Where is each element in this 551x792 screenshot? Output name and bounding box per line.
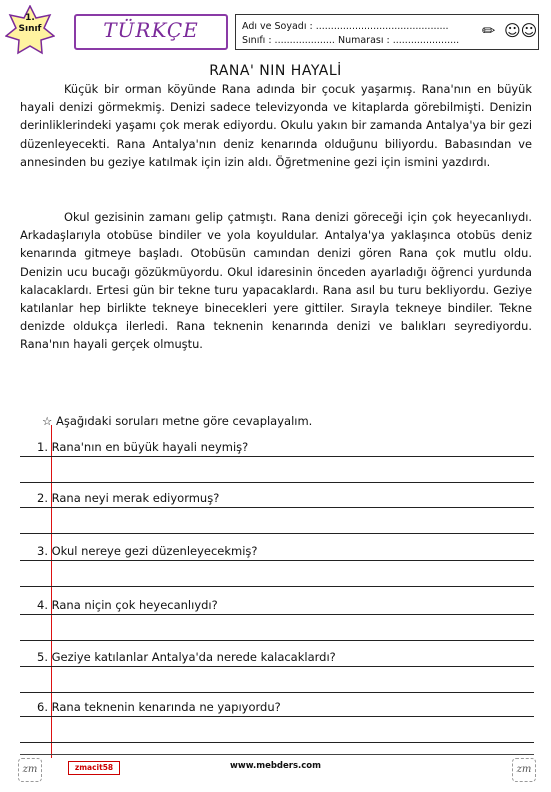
class-number-field[interactable]: Sınıfı : .................... Numarası : ...................... <box>242 35 460 46</box>
paragraph-text: Küçük bir orman köyünde Rana adında bir çocuk yaşarmış. Rana'nın en büyük hayali denizi görmekmiş. Denizi sadece televizyonda ve kitaplarda görebilmişti. Denizin derinliklerindeki yaşamı çok merak ediyordu. Okulu yakın bir zamanda Antalya'ya bir gezi düzenleyecekti. Rana Antalya'nın deniz kenarında olduğunu biliyordu. Babasından ve annesinden bu geziye katılmak için izin aldı. Öğretmenine gezi için ismini yazdırdı. <box>20 82 532 169</box>
story-paragraph-2 <box>20 208 532 354</box>
footer-logo-left: zm <box>18 758 42 782</box>
answer-line[interactable] <box>20 640 534 641</box>
answer-line[interactable] <box>20 482 534 483</box>
question-6: 6. Rana teknenin kenarında ne yapıyordu? <box>37 700 281 714</box>
question-2: 2. Rana neyi merak ediyormuş? <box>37 491 220 505</box>
questions-instruction <box>42 414 312 428</box>
story-title: RANA' NIN HAYALİ <box>209 63 342 79</box>
question-line <box>20 560 534 561</box>
answer-line[interactable] <box>20 586 534 587</box>
question-line <box>20 456 534 457</box>
question-3: 3. Okul nereye gezi düzenleyecekmiş? <box>37 544 258 558</box>
pencil-icon: ✏ <box>482 21 496 40</box>
question-4: 4. Rana niçin çok heyecanlıydı? <box>37 598 218 612</box>
footer-logo-right: zm <box>512 758 536 782</box>
answer-line[interactable] <box>20 692 534 693</box>
subject-title: TÜRKÇE <box>103 18 199 42</box>
children-icon: ☺☺ <box>504 21 538 40</box>
instruction-text: Aşağıdaki soruları metne göre cevaplayalım. <box>55 414 313 428</box>
question-1: 1. Rana'nın en büyük hayali neymiş? <box>37 440 249 454</box>
question-line <box>20 716 534 717</box>
star-icon: ☆ <box>42 414 53 428</box>
question-line <box>20 507 534 508</box>
question-line <box>20 614 534 615</box>
grade-number: 1. <box>25 13 35 23</box>
grade-label <box>5 13 55 35</box>
paragraph-text: Okul gezisinin zamanı gelip çatmıştı. Rana denizi göreceği için çok heyecanlıydı. Arkadaşlarıyla otobüse bindiler ve yola koyuldular. Antalya'ya yaklaşınca otobüs deniz kenarında gitmeye başladı. Otobüsün camından denizi gören Rana çok mutlu oldu. Denizin ucu bucağı gözükmüyordu. Okul idaresinin önceden ayarladığı öğrenci yurdunda kalacaklardı. Ertesi gün bir tekne turu yapacaklardı. Rana asıl bu turu bekliyordu. Geziye katılanlar hep birlikte tekneye binecekleri yere gittiler. Sırayla tekneye bindiler. Tekne denizde oldukça ilerledi. Rana teknenin kenarında denizi ve balıkları seyrediyordu. Rana'nın hayali gerçek olmuştu. <box>20 210 532 352</box>
question-line <box>20 666 534 667</box>
story-paragraph-1 <box>20 80 532 171</box>
question-5: 5. Geziye katılanlar Antalya'da nerede kalacaklardı? <box>37 650 336 664</box>
grade-word: Sınıf <box>18 24 42 34</box>
student-info-box <box>235 14 539 50</box>
footer-url[interactable]: www.mebders.com <box>229 761 321 771</box>
author-badge: zmacit58 <box>68 761 120 775</box>
answer-line[interactable] <box>20 742 534 743</box>
footer-divider <box>20 754 534 755</box>
answer-line[interactable] <box>20 533 534 534</box>
name-field[interactable]: Adı ve Soyadı : ............................................ <box>242 21 449 32</box>
